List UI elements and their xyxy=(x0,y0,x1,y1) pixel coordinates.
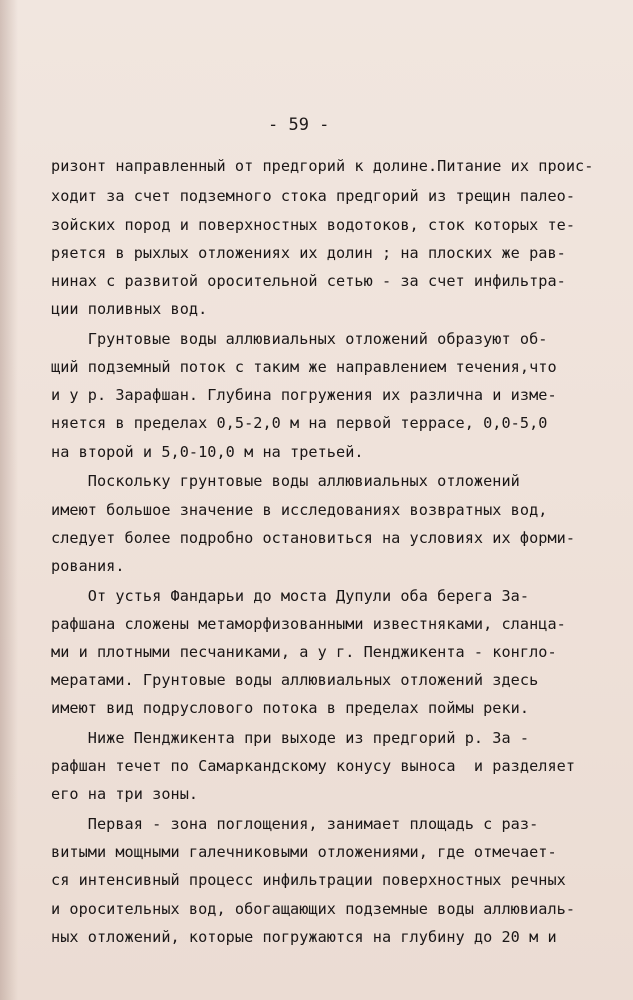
text-line: Грунтовые воды аллювиальных отложений образуют об- xyxy=(51,330,548,348)
text-line: зойских пород и поверхностных водотоков, сток которых те- xyxy=(51,216,576,234)
text-line: мератами. Грунтовые воды аллювиальных отложений здесь xyxy=(51,671,539,689)
text-line: ся интенсивный процесс инфильтрации поверхностных речных xyxy=(51,871,566,889)
text-line: Поскольку грунтовые воды аллювиальных отложений xyxy=(51,472,520,490)
text-line: ризонт направленный от предгорий к долине.Питание их проис- xyxy=(51,157,594,175)
text-line: ции поливных вод. xyxy=(51,300,208,318)
text-line: на второй и 5,0-10,0 м на третьей. xyxy=(51,443,364,461)
text-line: ных отложений, которые погружаются на глубину до 20 м и xyxy=(51,928,557,946)
text-line: ходит за счет подземного стока предгорий из трещин палео- xyxy=(51,187,576,205)
text-line: следует более подробно остановиться на условиях их форми- xyxy=(51,529,576,547)
text-line: ми и плотными песчаниками, а у г. Пенджикента - конгло- xyxy=(51,643,557,661)
text-line: Первая - зона поглощения, занимает площадь с раз- xyxy=(51,815,539,833)
page-edge-shadow xyxy=(0,0,18,1000)
text-line: и у р. Зарафшан. Глубина погружения их различна и изме- xyxy=(51,386,557,404)
text-line: рафшана сложены метаморфизованными известняками, сланца- xyxy=(51,615,566,633)
text-line: и оросительных вод, обогащающих подземные воды аллювиаль- xyxy=(51,900,576,918)
text-line: витыми мощными галечниковыми отложениями, где отмечает- xyxy=(51,843,557,861)
text-line: щий подземный поток с таким же направлением течения,что xyxy=(51,358,557,376)
text-line: ряется в рыхлых отложениях их долин ; на плоских же рав- xyxy=(51,244,566,262)
text-line: От устья Фандарьи до моста Дупули оба берега За- xyxy=(51,587,530,605)
text-line: рафшан течет по Самаркандскому конусу выноса и разделяет xyxy=(51,757,576,775)
text-line: рования. xyxy=(51,557,125,575)
text-line: няется в пределах 0,5-2,0 м на первой террасе, 0,0-5,0 xyxy=(51,414,548,432)
text-line: имеют большое значение в исследованиях возвратных вод, xyxy=(51,501,548,519)
page-number: - 59 - xyxy=(268,115,330,135)
text-line: имеют вид подруслового потока в пределах поймы реки. xyxy=(51,699,530,717)
text-line: нинах с развитой оросительной сетью - за счет инфильтра- xyxy=(51,272,566,290)
text-line: его на три зоны. xyxy=(51,785,199,803)
text-line: Ниже Пенджикента при выходе из предгорий р. За - xyxy=(51,729,530,747)
